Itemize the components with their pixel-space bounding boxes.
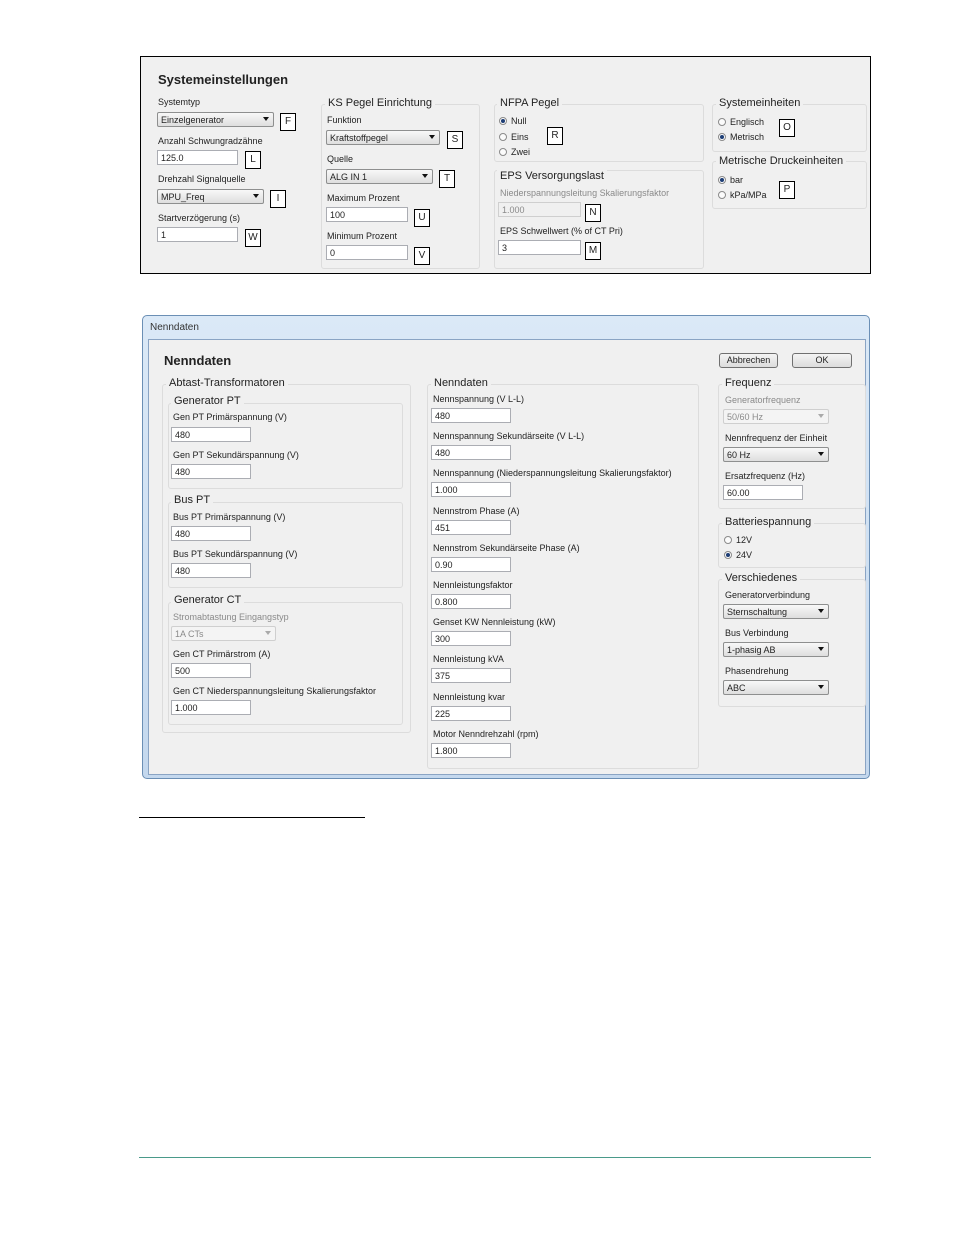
eps-scale-label: Niederspannungsleitung Skalierungsfaktor: [500, 188, 670, 198]
genfreq-label: Generatorfrequenz: [725, 395, 801, 405]
units-englisch-label: Englisch: [730, 117, 765, 127]
key-s: S: [447, 131, 463, 149]
genpt-prim-input[interactable]: 480: [171, 427, 251, 442]
max-percent-input[interactable]: 100: [326, 207, 408, 222]
nfpa-zwei-radio[interactable]: [499, 148, 507, 156]
nfpa-null-label: Null: [511, 116, 527, 126]
battery-group: [718, 523, 866, 568]
footnote-rule: [139, 817, 365, 818]
buspt-sek-label: Bus PT Sekundärspannung (V): [173, 549, 298, 559]
genct-type-dropdown[interactable]: 1A CTs: [171, 626, 276, 641]
nenndaten-field-input[interactable]: 451: [431, 520, 511, 535]
funktion-label: Funktion: [327, 115, 362, 125]
key-l: L: [245, 151, 261, 169]
buspt-prim-input[interactable]: 480: [171, 526, 251, 541]
pressure-kpa-label: kPa/MPa: [730, 190, 767, 200]
ersatzfreq-input[interactable]: 60.00: [723, 485, 803, 500]
ks-group-title: KS Pegel Einrichtung: [325, 97, 435, 109]
nenndaten-field-input[interactable]: 1.800: [431, 743, 511, 758]
genct-prim-input[interactable]: 500: [171, 663, 251, 678]
buspt-sek-input[interactable]: 480: [171, 563, 251, 578]
eps-threshold-label: EPS Schwellwert (% of CT Pri): [500, 226, 623, 236]
cancel-button[interactable]: Abbrechen: [719, 353, 778, 368]
genpt-group-title: Generator PT: [171, 395, 244, 407]
genfreq-dropdown[interactable]: 50/60 Hz: [723, 409, 829, 424]
phasendrehung-label: Phasendrehung: [725, 666, 789, 676]
system-settings-title: Systemeinstellungen: [158, 72, 289, 87]
start-delay-input[interactable]: 1: [157, 227, 238, 242]
quelle-label: Quelle: [327, 154, 354, 164]
speed-source-dropdown[interactable]: MPU_Freq: [157, 189, 264, 204]
system-settings-panel: [140, 56, 871, 274]
nenndaten-field-input[interactable]: 480: [431, 445, 511, 460]
genct-prim-label: Gen CT Primärstrom (A): [173, 649, 271, 659]
nenndaten-field-label: Nennstrom Phase (A): [433, 506, 520, 516]
ok-button[interactable]: OK: [792, 353, 852, 368]
nenndaten-field-label: Motor Nenndrehzahl (rpm): [433, 729, 539, 739]
nenndaten-field-label: Nennstrom Sekundärseite Phase (A): [433, 543, 580, 553]
buspt-prim-label: Bus PT Primärspannung (V): [173, 512, 286, 522]
nenndaten-group-title: Nenndaten: [431, 377, 491, 389]
genpt-sek-label: Gen PT Sekundärspannung (V): [173, 450, 299, 460]
key-i: I: [270, 190, 286, 208]
systemtyp-dropdown[interactable]: Einzelgenerator: [157, 112, 274, 127]
phasendrehung-dropdown[interactable]: ABC: [723, 680, 829, 695]
eps-scale-input[interactable]: 1.000: [498, 202, 581, 217]
battery-24v-label: 24V: [736, 550, 753, 560]
nfpa-null-radio[interactable]: [499, 117, 507, 125]
nenndaten-field-label: Nennspannung Sekundärseite (V L-L): [433, 431, 585, 441]
nennfreq-dropdown[interactable]: 60 Hz: [723, 447, 829, 462]
nfpa-zwei-label: Zwei: [511, 147, 531, 157]
busverbindung-label: Bus Verbindung: [725, 628, 789, 638]
flywheel-label: Anzahl Schwungradzähne: [158, 136, 263, 146]
funktion-dropdown[interactable]: Kraftstoffpegel: [326, 130, 440, 145]
key-u: U: [414, 209, 430, 227]
pressure-bar-label: bar: [730, 175, 744, 185]
genpt-sek-input[interactable]: 480: [171, 464, 251, 479]
speed-source-label: Drehzahl Signalquelle: [158, 174, 246, 184]
nenndaten-field-label: Genset KW Nennleistung (kW): [433, 617, 556, 627]
units-metrisch-label: Metrisch: [730, 132, 765, 142]
units-englisch-radio[interactable]: [718, 118, 726, 126]
min-percent-input[interactable]: 0: [326, 245, 408, 260]
genpt-prim-label: Gen PT Primärspannung (V): [173, 412, 287, 422]
nenndaten-field-input[interactable]: 0.90: [431, 557, 511, 572]
genverbindung-label: Generatorverbindung: [725, 590, 811, 600]
nenndaten-field-input[interactable]: 480: [431, 408, 511, 423]
battery-group-title: Batteriespannung: [722, 516, 814, 528]
genct-scale-input[interactable]: 1.000: [171, 700, 251, 715]
battery-24v-radio[interactable]: [724, 551, 732, 559]
key-v: V: [414, 247, 430, 265]
max-percent-label: Maximum Prozent: [327, 193, 400, 203]
nenndaten-field-input[interactable]: 375: [431, 668, 511, 683]
pressure-group-title: Metrische Druckeinheiten: [716, 155, 846, 167]
nenndaten-field-input[interactable]: 225: [431, 706, 511, 721]
nenndaten-field-input[interactable]: 300: [431, 631, 511, 646]
key-m: M: [585, 242, 601, 260]
nenndaten-field-label: Nennspannung (Niederspannungsleitung Skalierungsfaktor): [433, 468, 672, 478]
window-caption: Nenndaten: [150, 322, 199, 333]
pressure-bar-radio[interactable]: [718, 176, 726, 184]
nenndaten-field-label: Nennleistungsfaktor: [433, 580, 513, 590]
key-o: O: [779, 119, 795, 137]
quelle-dropdown[interactable]: ALG IN 1: [326, 169, 433, 184]
nenndaten-field-label: Nennspannung (V L-L): [433, 394, 525, 404]
flywheel-input[interactable]: 125.0: [157, 150, 238, 165]
battery-12v-label: 12V: [736, 535, 753, 545]
genct-group-title: Generator CT: [171, 594, 244, 606]
ersatzfreq-label: Ersatzfrequenz (Hz): [725, 471, 806, 481]
nfpa-group-title: NFPA Pegel: [497, 97, 562, 109]
buspt-group-title: Bus PT: [171, 494, 213, 506]
window-heading: Nenndaten: [164, 353, 232, 368]
key-n: N: [585, 204, 601, 222]
start-delay-label: Startverzögerung (s): [158, 213, 241, 223]
key-w: W: [245, 229, 261, 247]
nenndaten-field-label: Nennleistung kVA: [433, 654, 504, 664]
nenndaten-field-label: Nennleistung kvar: [433, 692, 506, 702]
eps-group-title: EPS Versorgungslast: [497, 170, 607, 182]
genct-scale-label: Gen CT Niederspannungsleitung Skalierungsfaktor: [173, 686, 376, 696]
nenndaten-field-input[interactable]: 1.000: [431, 482, 511, 497]
key-p: P: [779, 181, 795, 199]
nfpa-eins-label: Eins: [511, 132, 529, 142]
key-r: R: [547, 127, 563, 145]
footer-rule: [139, 1157, 871, 1158]
units-metrisch-radio[interactable]: [718, 133, 726, 141]
nenndaten-field-input[interactable]: 0.800: [431, 594, 511, 609]
units-group-title: Systemeinheiten: [716, 97, 803, 109]
abtast-group-title: Abtast-Transformatoren: [166, 377, 288, 389]
versch-group-title: Verschiedenes: [722, 572, 800, 584]
key-f: F: [280, 113, 296, 131]
systemtyp-label: Systemtyp: [158, 97, 201, 107]
genverbindung-dropdown[interactable]: Sternschaltung: [723, 604, 829, 619]
nfpa-eins-radio[interactable]: [499, 133, 507, 141]
min-percent-label: Minimum Prozent: [327, 231, 398, 241]
battery-12v-radio[interactable]: [724, 536, 732, 544]
nennfreq-label: Nennfrequenz der Einheit: [725, 433, 828, 443]
busverbindung-dropdown[interactable]: 1-phasig AB: [723, 642, 829, 657]
genct-type-label: Stromabtastung Eingangstyp: [173, 612, 289, 622]
pressure-kpa-radio[interactable]: [718, 191, 726, 199]
frequenz-group-title: Frequenz: [722, 377, 774, 389]
key-t: T: [439, 170, 455, 188]
eps-threshold-input[interactable]: 3: [498, 240, 581, 255]
